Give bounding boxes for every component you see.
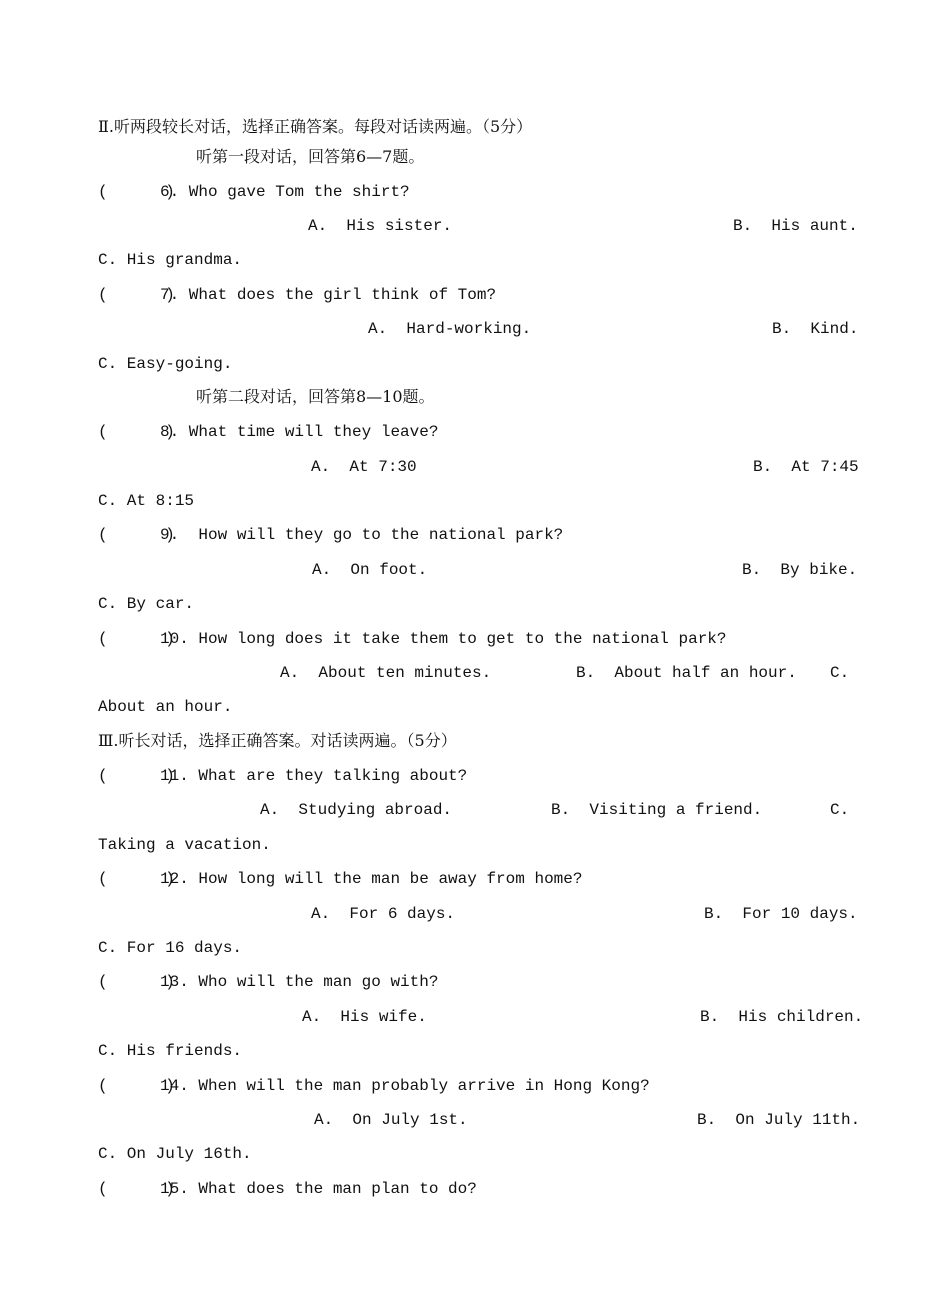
question-12-option-a: A. For 6 days.	[311, 905, 456, 923]
question-14-option-a: A. On July 1st.	[314, 1111, 468, 1129]
question-10-option-c: About an hour.	[98, 698, 233, 716]
answer-blank-q8: ( )	[98, 423, 175, 441]
question-6-stem: 6. Who gave Tom the shirt?	[160, 183, 410, 201]
section-2-heading: Ⅱ.听两段较长对话，选择正确答案。每段对话读两遍。（5分）	[98, 117, 533, 136]
question-7-option-c: C. Easy-going.	[98, 355, 233, 373]
answer-blank-q14: ( )	[98, 1077, 175, 1095]
question-7-option-a: A. Hard-working.	[368, 320, 532, 338]
question-8-option-c: C. At 8:15	[98, 492, 195, 510]
question-9-option-c: C. By car.	[98, 595, 195, 613]
question-9-option-b: B. By bike.	[742, 561, 858, 579]
question-12-option-c: C. For 16 days.	[98, 939, 243, 957]
question-11-option-b: B. Visiting a friend.	[551, 801, 763, 819]
question-8-option-a: A. At 7:30	[311, 458, 417, 476]
answer-blank-q13: ( )	[98, 973, 175, 991]
answer-blank-q11: ( )	[98, 767, 175, 785]
answer-blank-q6: ( )	[98, 183, 175, 201]
question-11-option-c: Taking a vacation.	[98, 836, 271, 854]
section-2-part1-instruction: 听第一段对话，回答第6—7题。	[196, 147, 425, 166]
answer-blank-q9: ( )	[98, 526, 175, 544]
question-7-option-b: B. Kind.	[772, 320, 859, 338]
question-10-option-a: A. About ten minutes.	[280, 664, 492, 682]
question-10-stem: 10. How long does it take them to get to the national park?	[160, 630, 727, 648]
answer-blank-q12: ( )	[98, 870, 175, 888]
question-9-option-a: A. On foot.	[312, 561, 428, 579]
question-8-option-b: B. At 7:45	[753, 458, 859, 476]
question-11-option-a: A. Studying abroad.	[260, 801, 453, 819]
section-3-heading: Ⅲ.听长对话，选择正确答案。对话读两遍。（5分）	[98, 731, 457, 750]
question-14-option-c: C. On July 16th.	[98, 1145, 252, 1163]
section-2-part2-instruction: 听第二段对话，回答第8—10题。	[196, 387, 435, 406]
question-10-option-c-label: C.	[830, 664, 850, 682]
question-13-stem: 13. Who will the man go with?	[160, 973, 439, 991]
question-15-stem: 15. What does the man plan to do?	[160, 1180, 477, 1198]
question-13-option-c: C. His friends.	[98, 1042, 243, 1060]
question-7-stem: 7. What does the girl think of Tom?	[160, 286, 497, 304]
question-10-option-b: B. About half an hour.	[576, 664, 797, 682]
question-6-option-a: A. His sister.	[308, 217, 453, 235]
question-14-option-b: B. On July 11th.	[697, 1111, 861, 1129]
answer-blank-q7: ( )	[98, 286, 175, 304]
question-6-option-b: B. His aunt.	[733, 217, 858, 235]
question-11-stem: 11. What are they talking about?	[160, 767, 468, 785]
question-11-option-c-label: C.	[830, 801, 850, 819]
question-13-option-b: B. His children.	[700, 1008, 864, 1026]
question-13-option-a: A. His wife.	[302, 1008, 427, 1026]
question-12-stem: 12. How long will the man be away from home?	[160, 870, 583, 888]
answer-blank-q10: ( )	[98, 630, 175, 648]
question-6-option-c: C. His grandma.	[98, 251, 243, 269]
question-8-stem: 8. What time will they leave?	[160, 423, 439, 441]
question-14-stem: 14. When will the man probably arrive in Hong Kong?	[160, 1077, 650, 1095]
answer-blank-q15: ( )	[98, 1180, 175, 1198]
question-9-stem: 9. How will they go to the national park?	[160, 526, 564, 544]
question-12-option-b: B. For 10 days.	[704, 905, 858, 923]
